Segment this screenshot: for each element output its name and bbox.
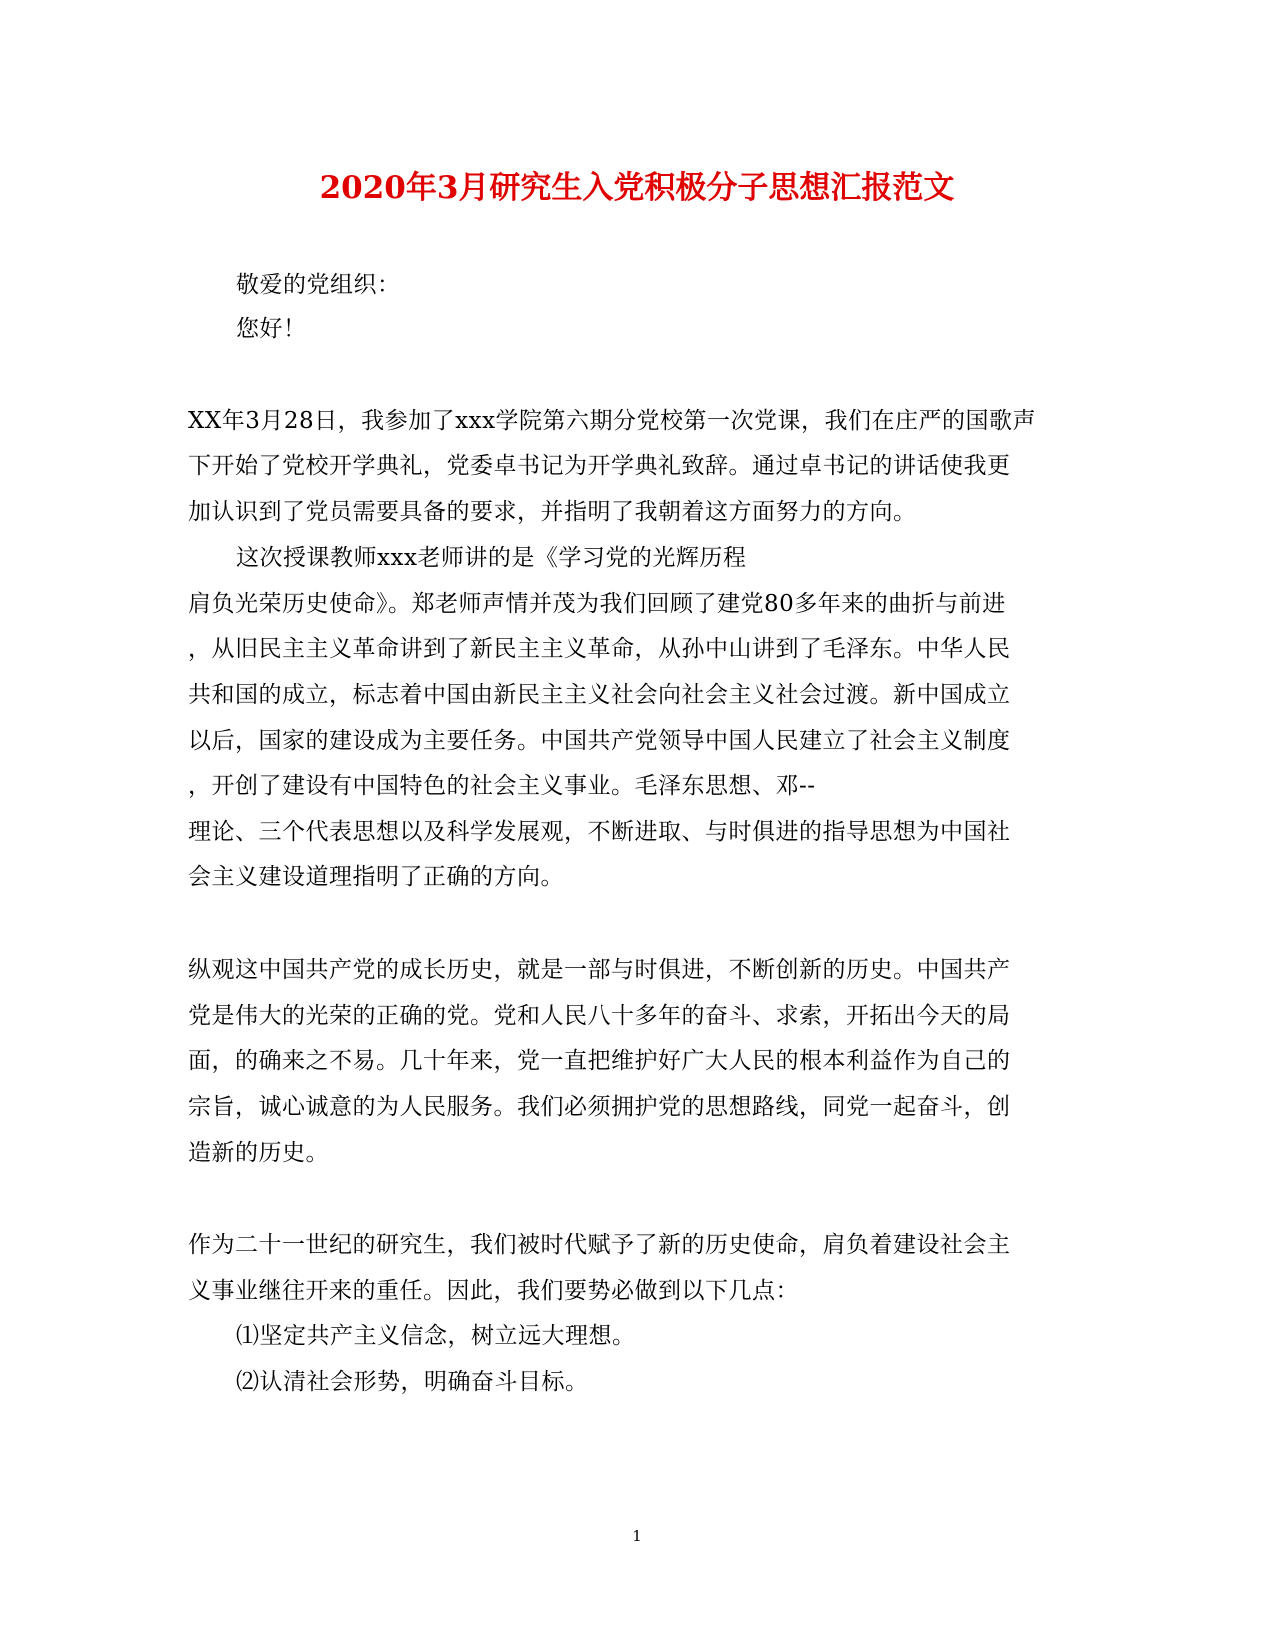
paragraph-2-line-3: ，从旧民主主义革命讲到了新民主主义革命，从孙中山讲到了毛泽东。中华人民 <box>188 636 1011 662</box>
paragraph-1-line-1: XX年3月28日，我参加了xxx学院第六期分党校第一次党课，我们在庄严的国歌声 <box>188 408 1037 434</box>
paragraph-2-line-1: 这次授课教师xxx老师讲的是《学习党的光辉历程 <box>236 545 747 571</box>
paragraph-3-line-5: 造新的历史。 <box>188 1140 329 1166</box>
paragraph-3-line-1: 纵观这中国共产党的成长历史，就是一部与时俱进，不断创新的历史。中国共产 <box>188 957 1011 983</box>
paragraph-1-line-2: 下开始了党校开学典礼，党委卓书记为开学典礼致辞。通过卓书记的讲话使我更 <box>188 453 1011 479</box>
paragraph-2-line-7: 理论、三个代表思想以及科学发展观，不断进取、与时俱进的指导思想为中国社 <box>188 819 1011 845</box>
paragraph-4-line-1: 作为二十一世纪的研究生，我们被时代赋予了新的历史使命，肩负着建设社会主 <box>188 1232 1011 1258</box>
paragraph-2-line-5: 以后，国家的建设成为主要任务。中国共产党领导中国人民建立了社会主义制度 <box>188 728 1011 754</box>
paragraph-2-line-8: 会主义建设道理指明了正确的方向。 <box>188 864 564 890</box>
paragraph-1-line-3: 加认识到了党员需要具备的要求，并指明了我朝着这方面努力的方向。 <box>188 499 917 525</box>
list-item-1: ⑴坚定共产主义信念，树立远大理想。 <box>236 1323 636 1349</box>
document-title: 2020年3月研究生入党积极分子思想汇报范文 <box>319 170 955 206</box>
paragraph-3-line-3: 面，的确来之不易。几十年来，党一直把维护好广大人民的根本利益作为自己的 <box>188 1048 1011 1074</box>
paragraph-4-line-2: 义事业继往开来的重任。因此，我们要势必做到以下几点： <box>188 1278 799 1304</box>
paragraph-2-line-2: 肩负光荣历史使命》。郑老师声情并茂为我们回顾了建党80多年来的曲折与前进 <box>188 591 1006 617</box>
list-item-2: ⑵认清社会形势，明确奋斗目标。 <box>236 1369 589 1395</box>
paragraph-3-line-2: 党是伟大的光荣的正确的党。党和人民八十多年的奋斗、求索，开拓出今天的局 <box>188 1003 1011 1029</box>
greeting: 您好！ <box>236 316 307 342</box>
page-number: 1 <box>632 1527 642 1545</box>
paragraph-2-line-6: ，开创了建设有中国特色的社会主义事业。毛泽东思想、邓-- <box>188 773 816 799</box>
salutation: 敬爱的党组织： <box>236 272 401 298</box>
paragraph-2-line-4: 共和国的成立，标志着中国由新民主主义社会向社会主义社会过渡。新中国成立 <box>188 682 1011 708</box>
paragraph-3-line-4: 宗旨，诚心诚意的为人民服务。我们必须拥护党的思想路线，同党一起奋斗，创 <box>188 1094 1011 1120</box>
